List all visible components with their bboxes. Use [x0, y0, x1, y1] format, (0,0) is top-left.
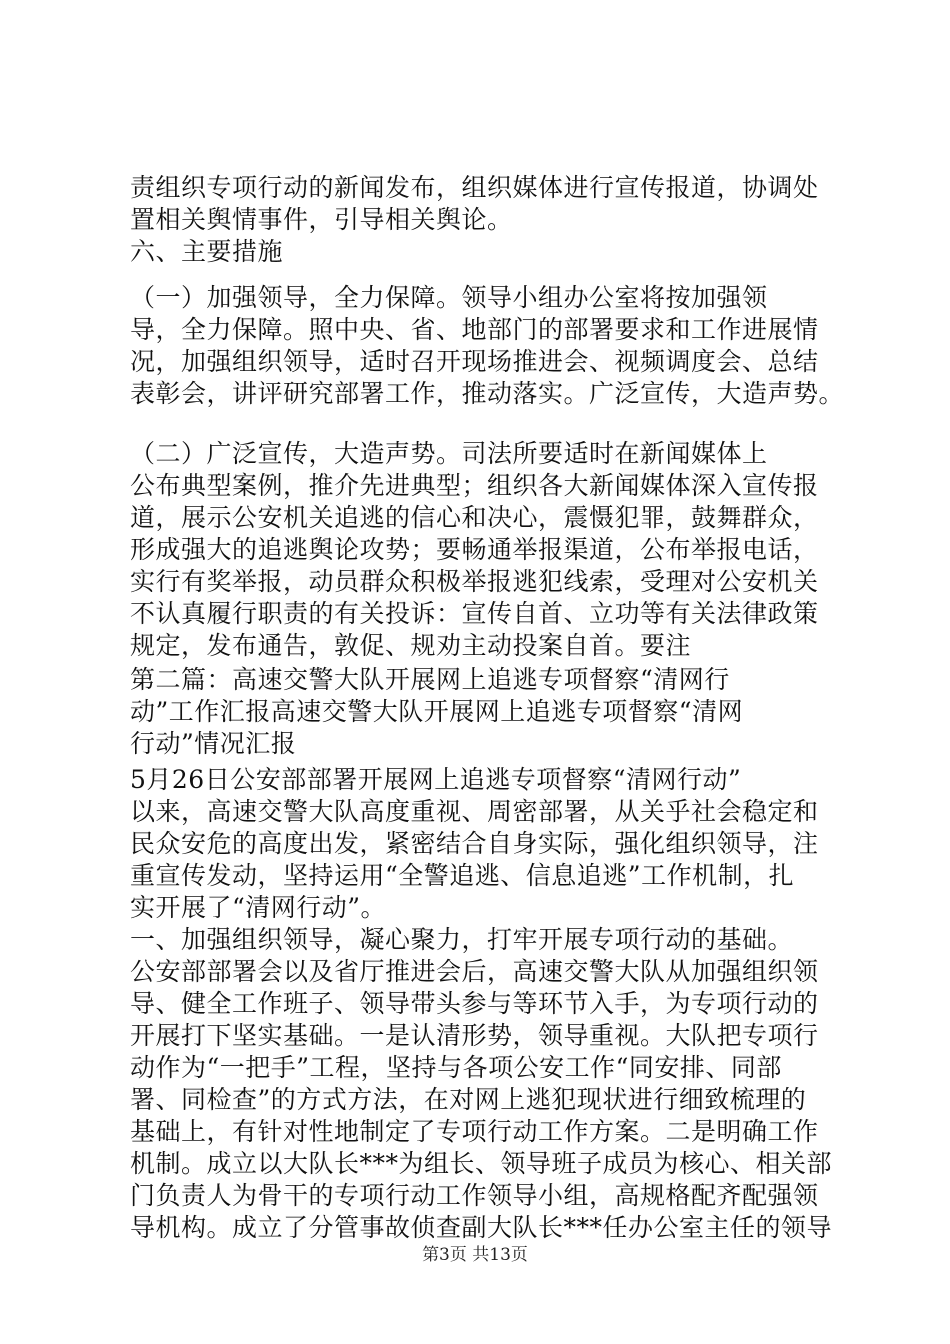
paragraph-line: 不认真履行职责的有关投诉：宣传自首、立功等有关法律政策 [130, 599, 819, 628]
paragraph-line: 署、同检查”的方式方法，在对网上逃犯现状进行细致梳理的 [130, 1085, 807, 1114]
paragraph-line: 基础上，有针对性地制定了专项行动工作方案。二是明确工作 [130, 1117, 819, 1146]
paragraph-line: 第二篇：高速交警大队开展网上追逃专项督察“清网行 [130, 665, 730, 694]
paragraph-line: 实行有奖举报，动员群众积极举报逃犯线索，受理对公安机关 [130, 567, 819, 596]
paragraph-line: 重宣传发动，坚持运用“全警追逃、信息追逃”工作机制，扎 [130, 861, 795, 890]
paragraph-line: 开展打下坚实基础。一是认清形势，领导重视。大队把专项行 [130, 1021, 819, 1050]
paragraph-line: 道，展示公安机关追逃的信心和决心，震慑犯罪，鼓舞群众， [130, 503, 819, 532]
paragraph-line: 况，加强组织领导，适时召开现场推进会、视频调度会、总结 [130, 347, 819, 376]
paragraph-line: 规定，发布通告，敦促、规劝主动投案自首。要注 [130, 631, 692, 660]
paragraph-line: 动作为“一把手”工程，坚持与各项公安工作“同安排、同部 [130, 1053, 782, 1082]
paragraph-line: 实开展了“清网行动”。 [130, 893, 387, 922]
paragraph-line: 导，全力保障。照中央、省、地部门的部署要求和工作进展情 [130, 315, 819, 344]
paragraph-line: 一、加强组织领导，凝心聚力，打牢开展专项行动的基础。 [130, 925, 794, 954]
paragraph-line: 责组织专项行动的新闻发布，组织媒体进行宣传报道，协调处 [130, 173, 819, 202]
paragraph-line: 动”工作汇报高速交警大队开展网上追逃专项督察“清网 [130, 697, 744, 726]
paragraph-line: 机制。成立以大队长***为组长、领导班子成员为核心、相关部 [130, 1149, 833, 1178]
paragraph-line: 公布典型案例，推介先进典型；组织各大新闻媒体深入宣传报 [130, 471, 819, 500]
paragraph-line: （二）广泛宣传，大造声势。司法所要适时在新闻媒体上 [130, 439, 768, 468]
paragraph-line: 门负责人为骨干的专项行动工作领导小组，高规格配齐配强领 [130, 1181, 819, 1210]
paragraph-line: 形成强大的追逃舆论攻势；要畅通举报渠道，公布举报电话， [130, 535, 819, 564]
paragraph-line: 导机构。成立了分管事故侦查副大队长***任办公室主任的领导 [130, 1213, 833, 1242]
paragraph-line: 置相关舆情事件，引导相关舆论。 [130, 205, 513, 234]
paragraph-line: 民众安危的高度出发，紧密结合自身实际，强化组织领导，注 [130, 829, 819, 858]
paragraph-line: 公安部部署会以及省厅推进会后，高速交警大队从加强组织领 [130, 957, 819, 986]
paragraph-line: 5月26日公安部部署开展网上追逃专项督察“清网行动” [130, 765, 742, 794]
paragraph-line: 六、主要措施 [130, 237, 284, 266]
paragraph-line: 以来，高速交警大队高度重视、周密部署，从关乎社会稳定和 [130, 797, 819, 826]
paragraph-line: （一）加强领导，全力保障。领导小组办公室将按加强领 [130, 283, 768, 312]
paragraph-line: 行动”情况汇报 [130, 729, 297, 758]
paragraph-line: 表彰会，讲评研究部署工作，推动落实。广泛宣传，大造声势。 [130, 379, 845, 408]
paragraph-line: 导、健全工作班子、领导带头参与等环节入手，为专项行动的 [130, 989, 819, 1018]
page-footer: 第3页 共13页 [422, 1245, 528, 1265]
